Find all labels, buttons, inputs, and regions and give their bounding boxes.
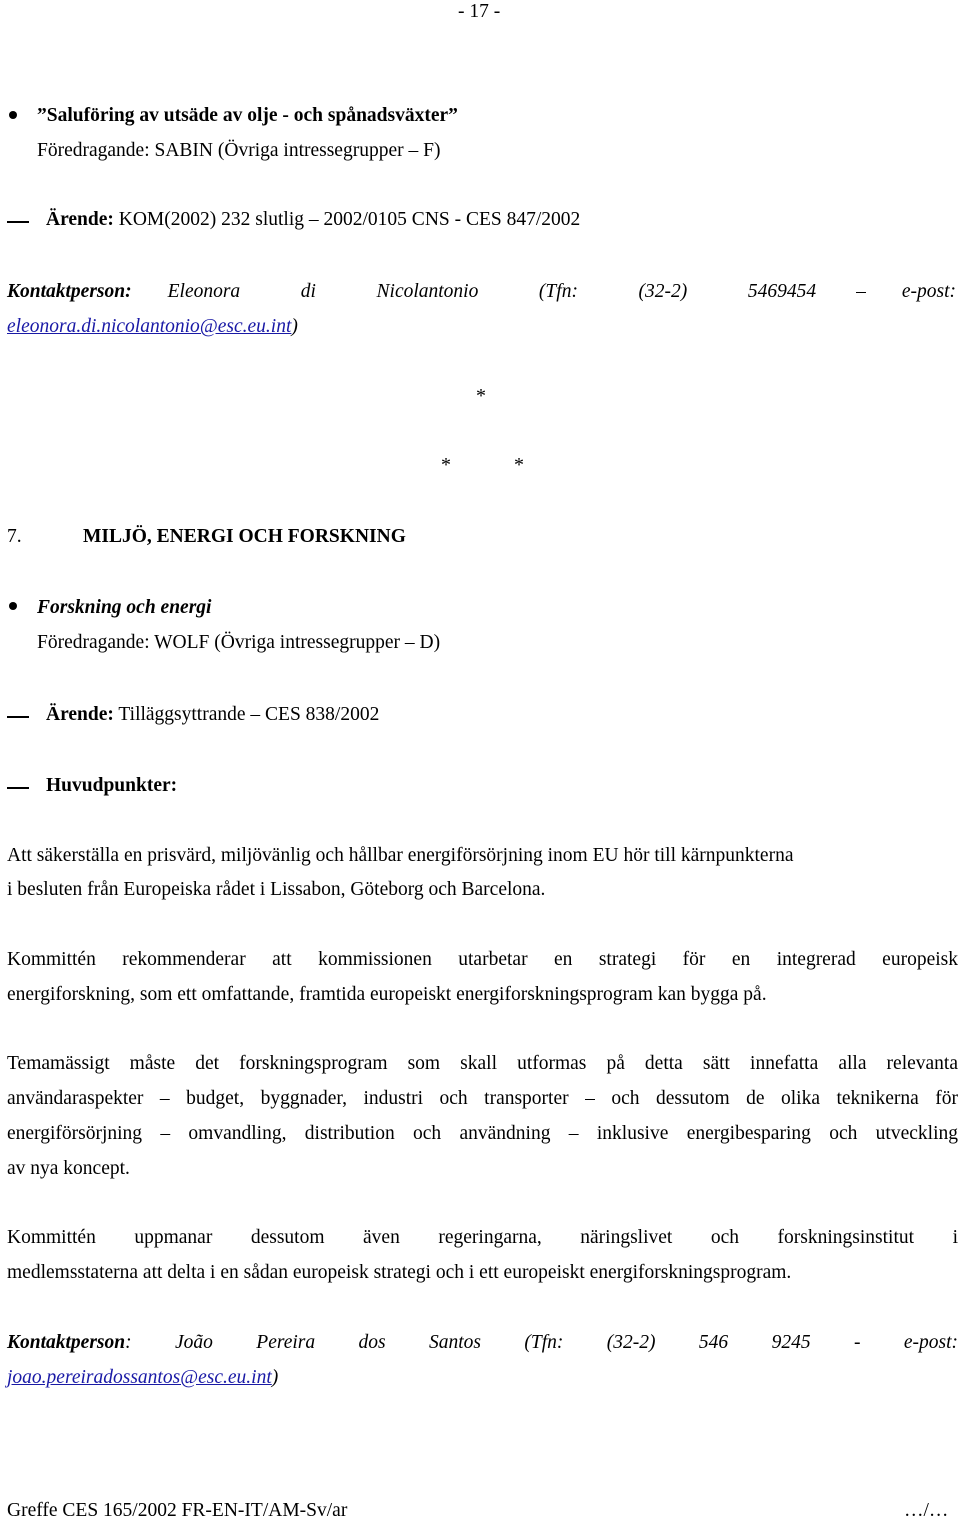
- footer-reference: Greffe CES 165/2002 FR-EN-IT/AM-Sv/ar: [7, 1500, 348, 1521]
- paragraph-1-line-2: i besluten från Europeiska rådet i Lissabon, Göteborg och Barcelona.: [7, 879, 546, 900]
- case-text: Tilläggsyttrande – CES 838/2002: [118, 704, 380, 725]
- contact-close: ): [271, 1367, 279, 1388]
- paragraph-3-line-4: av nya koncept.: [7, 1158, 130, 1179]
- separator-star: *: [476, 385, 486, 407]
- separator-star: *: [441, 454, 451, 476]
- contact-epost-label: e-post:: [901, 281, 956, 302]
- paragraph-4-line-1: Kommittén uppmanar dessutom även regeringarna, näringslivet och forskningsinstitut i: [7, 1227, 958, 1248]
- contact-name: : João Pereira dos Santos (Tfn: (32-2) 546 9245 - e-post:: [125, 1332, 958, 1353]
- contact-email-line: [7, 315, 298, 339]
- contact-separator: –: [856, 281, 866, 302]
- section-number: 7.: [7, 526, 22, 547]
- separator-star: *: [514, 454, 524, 476]
- contact-line: [7, 1331, 958, 1355]
- paragraph-4-line-2: medlemsstaterna att delta i en sådan europeisk strategi och i ett europeiskt energiforskningsprogram.: [7, 1262, 792, 1283]
- rapporteur: Föredragande: WOLF (Övriga intressegrupper – D): [37, 632, 441, 653]
- paragraph-2-line-1: Kommittén rekommenderar att kommissionen utarbetar en strategi för en integrerad europeisk: [7, 949, 958, 970]
- main-points-label: Huvudpunkter:: [46, 775, 178, 796]
- dash-icon: [7, 716, 29, 718]
- contact-name: Eleonora di Nicolantonio (Tfn: (32-2) 5469454: [167, 281, 817, 302]
- case-line: [46, 208, 580, 232]
- dash-icon: [7, 787, 29, 789]
- paragraph-3-line-3: energiförsörjning – omvandling, distribution och användning – inklusive energibesparing och utveckling: [7, 1123, 958, 1144]
- contact-line: [7, 280, 956, 304]
- paragraph-3-line-1: Temamässigt måste det forskningsprogram som skall utformas på detta sätt innefatta alla relevanta: [7, 1053, 958, 1074]
- case-label: Ärende:: [46, 704, 114, 725]
- footer-continuation: …/…: [904, 1500, 949, 1521]
- case-label: Ärende:: [46, 209, 114, 230]
- paragraph-2-line-2: energiforskning, som ett omfattande, framtida europeiskt energiforskningsprogram kan bygga på.: [7, 984, 767, 1005]
- item-title: ”Saluföring av utsäde av olje - och spånadsväxter”: [37, 105, 458, 126]
- item-title: Forskning och energi: [37, 597, 212, 618]
- paragraph-3-line-2: användaraspekter – budget, byggnader, industri och transporter – och dessutom de olika teknikerna för: [7, 1088, 958, 1109]
- bullet-icon: [9, 602, 17, 610]
- contact-close: ): [291, 316, 298, 337]
- section-heading: MILJÖ, ENERGI OCH FORSKNING: [83, 526, 406, 547]
- dash-icon: [7, 221, 29, 223]
- contact-email-line: [7, 1366, 278, 1390]
- contact-label: Kontaktperson: [7, 1332, 126, 1353]
- paragraph-1-line-1: Att säkerställa en prisvärd, miljövänlig och hållbar energiförsörjning inom EU hör till kärnpunkterna: [7, 845, 794, 866]
- bullet-icon: [9, 111, 17, 119]
- case-line: [46, 703, 379, 727]
- rapporteur: Föredragande: SABIN (Övriga intressegrupper – F): [37, 140, 441, 161]
- case-text: KOM(2002) 232 slutlig – 2002/0105 CNS - CES 847/2002: [118, 209, 581, 230]
- page-number: - 17 -: [458, 1, 501, 22]
- contact-email-link[interactable]: eleonora.di.nicolantonio@esc.eu.int: [7, 316, 292, 337]
- contact-label: Kontaktperson:: [7, 281, 132, 302]
- contact-email-link[interactable]: joao.pereiradossantos@esc.eu.int: [7, 1367, 272, 1388]
